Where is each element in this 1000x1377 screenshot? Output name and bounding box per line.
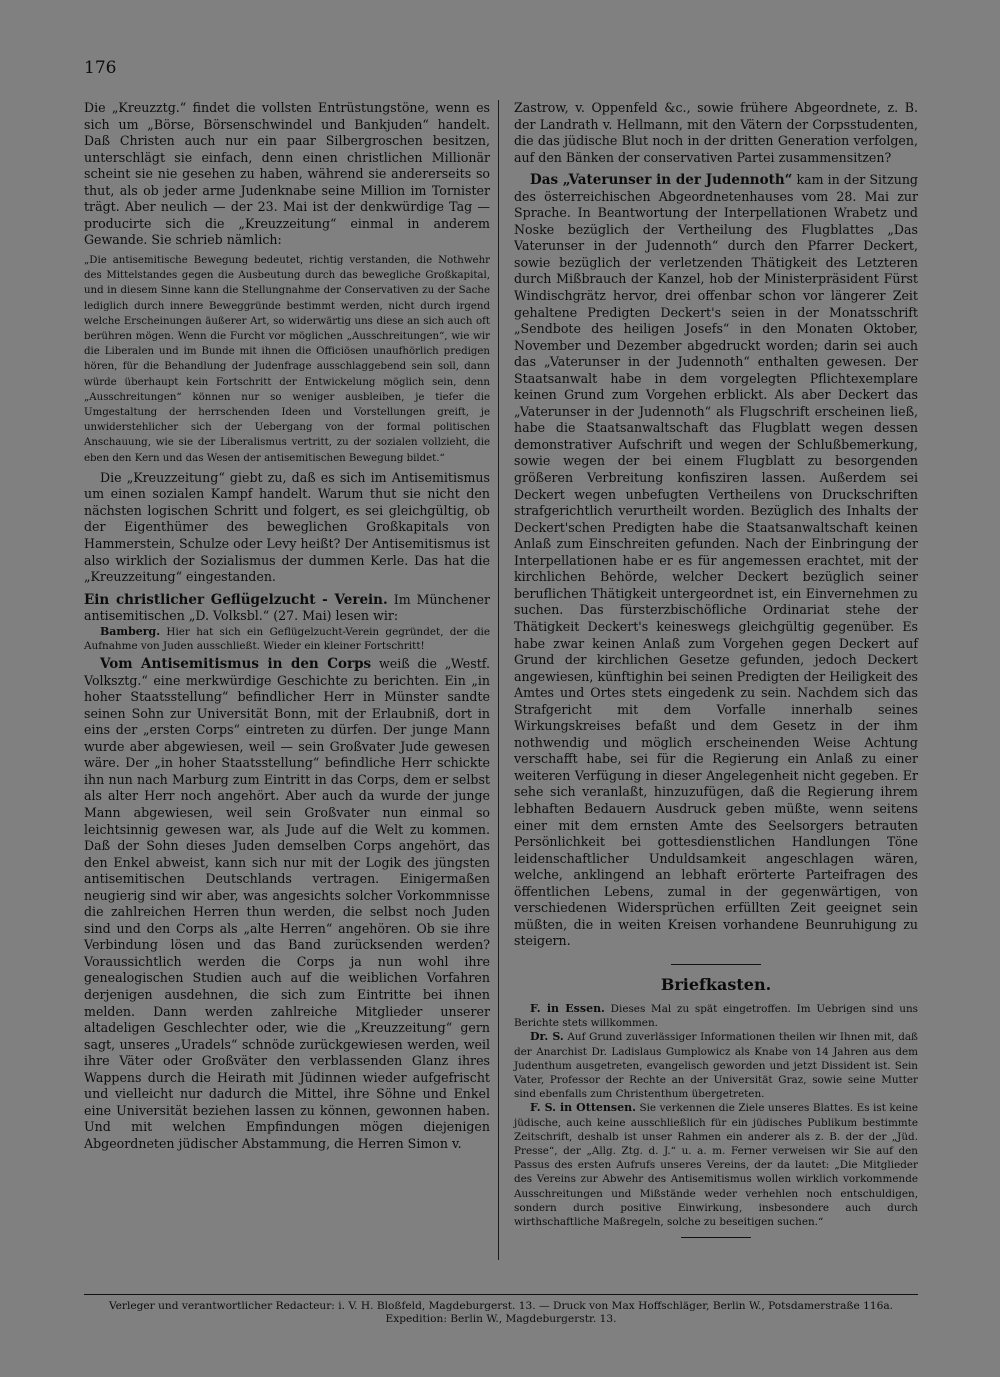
footer-rule (84, 1294, 918, 1295)
end-separator (681, 1237, 751, 1238)
letter-ottensen-label: F. S. in Ottensen. (530, 1101, 636, 1115)
right-column (514, 100, 918, 1238)
quote-kreuzzeitung: „Die antisemitische Bewegung bedeutet, richtig verstanden, die Nothwehr des Mittelstandes gegen die Ausbeutung durch das bewegliche Großkapital, und in diesem Sinne kann die Stellungnahme der Conservativen zu der Sache lediglich durch innere Beweggründe bestimmt werden, nicht durch irgend welche Erscheinungen äußerer Art, so widerwärtig uns diese an sich auch oft berühren mögen. Wenn die Furcht vor möglichen „Ausschreitungen“, wie wir die Liberalen und im Bunde mit ihnen die Officiösen unaufhörlich predigen hören, für die Behandlung der Judenfrage ausschlaggebend sein soll, dann würde überhaupt kein Fortschritt der Entwickelung möglich sein, denn „Ausschreitungen“ können nur so weniger ausbleiben, je tiefer die Umgestaltung der herrschenden Ideen und Vorstellungen greift, je unwiderstehlicher sich der Uebergang von der formal politischen Anschauung, wie sie der Liberalismus vertritt, zu der sozialen vollzieht, die eben den Kern und das Wesen der antisemitischen Bewegung bildet.“ (84, 254, 490, 464)
paragraph-gefluegelzucht (84, 592, 490, 625)
bamberg-text: Hier hat sich ein Geflügelzucht-Verein gegründet, der die Aufnahme von Juden ausschließt. Wieder ein kleiner Fortschritt! (84, 625, 490, 652)
imprint-line-2: Expedition: Berlin W., Magdeburgerstr. 13. (385, 1313, 617, 1325)
letter-ottensen-text: Sie verkennen die Ziele unseres Blattes. Es ist keine jüdische, auch keine ausschließlich für ein jüdisches Publikum bestimmte Zeitschrift, deshalb ist unser Rahmen ein anderer als z. B. der der „Jüd. Presse“, der „Allg. Ztg. d. J.“ u. a. m. Ferner verweisen wir Sie auf den Passus des ersten Aufrufs unseres Vereins, der da lautet: „Die Mitglieder des Vereins zur Abwehr des Antisemitismus wollen wirklich vorkommende Ausschreitungen und Mißstände weder verhehlen noch entschuldigen, sondern durch positive Einwirkung, insbesondere auch durch wirthschaftliche Maßregeln, solche zu beseitigen suchen.“ (514, 1102, 919, 1228)
heading-gefluegelzucht: Ein christlicher Geflügelzucht - Verein. (84, 591, 388, 608)
paragraph-bamberg (84, 625, 490, 653)
gefluegelzucht-intro: Im Münchener antisemitischen „D. Volksbl.“ (27. Mai) lesen wir: (84, 591, 490, 624)
heading-briefkasten: Briefkasten. (660, 974, 772, 994)
left-column (84, 100, 490, 1153)
imprint-line-1: Verleger und verantwortlicher Redacteur: i. V. H. Bloßfeld, Magdeburgerst. 13. — Druck von Max Hoffschläger, Berlin W., Potsdamerstraße 116a. (108, 1300, 894, 1312)
bamberg-label: Bamberg. (100, 624, 161, 638)
letter-essen-label: F. in Essen. (530, 1001, 605, 1015)
letter-ottensen (514, 1101, 918, 1229)
letter-dr-s-label: Dr. S. (530, 1030, 564, 1044)
paragraph-corps (84, 656, 490, 1152)
letter-dr-s (514, 1030, 918, 1101)
page-number: 176 (84, 58, 117, 78)
paragraph-vaterunser (514, 172, 918, 950)
letter-dr-s-text: Auf Grund zuverlässiger Informationen theilen wir Ihnen mit, daß der Anarchist Dr. Ladislaus Gumplowicz als Knabe von 14 Jahren aus dem Judenthum ausgetreten, evangelisch geworden und jetzt Dissident ist. Sein Vater, Professor der Rechte an der Universität Graz, sowie seine Mutter sind ebenfalls zum Christenthum übergetreten. (514, 1031, 918, 1101)
paragraph-kreuzzeitung: Die „Kreuzztg.“ findet die vollsten Entrüstungstöne, wenn es sich um „Börse, Börsenschwindel und Bankjuden“ handelt. Daß Christen auch nur ein paar Silbergroschen besitzen, unterschlägt sie einfach, denn einen christlichen Millionär scheint sie nie gesehen zu haben, während sie andererseits so thut, als ob jeder arme Judenknabe seine Million im Tornister trägt. Aber neulich — der 23. Mai ist der denkwürdige Tag — producirte sich die „Kreuzzeitung“ einmal in anderem Gewande. Sie schrieb nämlich: (84, 100, 490, 248)
corps-text: weiß die „Westf. Volksztg.“ eine merkwürdige Geschichte zu berichten. Ein „in hoher Staatsstellung“ befindlicher Herr in Münster sandte seinen Sohn zur Universität Bonn, mit der Erlaubniß, dort in eins der „ersten Corps“ eintreten zu dürfen. Der junge Mann wurde aber abgewiesen, weil — sein Großvater Jude gewesen wäre. Der „in hoher Staatsstellung“ befindliche Herr schickte ihn nun nach Marburg zum Eintritt in das Corps, dem er selbst als alter Herr noch angehört. Aber auch da wurde der junge Mann abgewiesen, weil sein Großvater nun einmal so leichtsinnig gewesen war, als Jude auf die Welt zu kommen. Daß der Sohn dieses Juden demselben Corps angehört, das den Enkel abweist, kann sich nur mit der Logik des jüngsten antisemitischen Deutschlands vertragen. Einigermaßen neugierig sind wir aber, was angesichts solcher Vorkommnisse die zahlreichen Herren thun werden, die selbst noch Juden sind und den Corps als „alte Herren“ angehören. Ob sie ihre Verbindung lösen und das Band zurücksenden werden? Voraussichtlich werden die Corps ja nun wohl ihre genealogischen Studien auch auf die weiblichen Vorfahren derjenigen ausdehnen, die sich zum Eintritte bei ihnen melden. Dann werden zahlreiche Mitglieder unserer altadeligen Geschlechter oder, wie die „Kreuzzeitung“ gern sagt, unseres „Uradels“ schnöde zurückgewiesen werden, weil ihre Väter oder Großväter den verblassenden Glanz ihres Wappens durch die Heirath mit Jüdinnen wieder aufgefrischt und vielleicht nur dadurch die Mittel, ihre Söhne und Enkel eine Universität beziehen lassen zu können, gewonnen haben. Und mit welchen Empfindungen mögen diejenigen Abgeordneten jüdischer Abstammung, die Herren Simon v. (84, 656, 491, 1151)
separator (671, 964, 761, 965)
letter-essen-text: Dieses Mal zu spät eingetroffen. Im Uebrigen sind uns Berichte stets willkommen. (514, 1002, 918, 1030)
heading-vaterunser: Das „Vaterunser in der Judennoth“ (530, 172, 793, 189)
heading-corps: Vom Antisemitismus in den Corps (100, 656, 372, 673)
column-rule (498, 100, 499, 1260)
imprint (84, 1300, 918, 1326)
paragraph-sozialismus: Die „Kreuzzeitung“ giebt zu, daß es sich im Antisemitismus um einen sozialen Kampf handelt. Warum thut sie nicht den nächsten logischen Schritt und folgert, es sei gleichgültig, ob der Eigenthümer des beweglichen Großkapitals von Hammerstein, Schulze oder Levy heißt? Der Antisemitismus ist also wirklich der Sozialismus der dummen Kerle. Das hat die „Kreuzzeitung“ eingestanden. (84, 469, 490, 585)
paragraph-zastrow: Zastrow, v. Oppenfeld &c., sowie frühere Abgeordnete, z. B. der Landrath v. Hellmann, mit den Vätern der Corpsstudenten, die das jüdische Blut noch in der dritten Generation verfolgen, auf den Bänken der conservativen Partei zusammensitzen? (514, 100, 918, 165)
vaterunser-text: kam in der Sitzung des österreichischen Abgeordnetenhauses vom 28. Mai zur Sprache. In Beantwortung der Interpellationen Wrabetz und Noske bezüglich der Vertheilung des Flugblattes „Das Vaterunser in der Judennoth“ durch den Pfarrer Deckert, sowie bezüglich der verletzenden Thätigkeit des Letzteren durch Mißbrauch der Kanzel, hob der Ministerpräsident Fürst Windischgrätz hervor, drei offenbar schon vor längerer Zeit gehaltene Predigten Deckert's seien in der Monatsschrift „Sendbote des heiligen Josefs“ in den Monaten Oktober, November und Dezember abgedruckt worden; darin sei auch das „Vaterunser in der Judennoth“ enthalten gewesen. Der Staatsanwalt habe in dem vorgelegten Pflichtexemplare keinen Grund zum Vorgehen erblickt. Als aber Deckert das „Vaterunser in der Judennoth“ als Flugschrift erscheinen ließ, habe die Staatsanwaltschaft das Flugblatt wegen dessen demonstrativer Aufschrift und wegen der Schlußbemerkung, sowie wegen der bei einem Flugblatt zu besorgenden größeren Verbreitung konfisziren lassen. Außerdem sei Deckert wegen unbefugten Vertheilens von Druckschriften strafgerichtlich verurtheilt worden. Bezüglich des Inhalts der Deckert'schen Predigten habe die Staatsanwaltschaft keinen Anlaß zum Einschreiten gefunden. Nach der Einbringung der Interpellationen habe er es für angemessen erachtet, mit der kirchlichen Behörde, welcher Deckert bezüglich seiner beruflichen Thätigkeit untergeordnet ist, ein Einvernehmen zu suchen. Das fürsterzbischöfliche Ordinariat stehe der Thätigkeit Deckert's keineswegs gleichgültig gegenüber. Es habe zwar keinen Anlaß zum Vorgehen gegen Deckert auf Grund der kirchlichen Gesetze gefunden, jedoch Deckert angewiesen, künftighin bei seinen Predigten der Heiligkeit des Amtes und Ortes stets eingedenk zu sein. Nachdem sich das Strafgericht mit dem Vorfalle innerhalb seines Wirkungskreises befaßt und dem Gesetz in der ihm nothwendig und möglich erscheinenden Weise Achtung verschafft habe, sei für die Regierung ein Anlaß zu einer weiteren Verfügung in dieser Angelegenheit nicht gegeben. Er sehe sich veranlaßt, hinzuzufügen, daß die Regierung ihrem lebhaften Bedauern Ausdruck geben müßte, wenn seitens einer mit dem ernsten Amte des Seelsorgers betrauten Persönlichkeit bei gottesdienstlichen Handlungen Töne leidenschaftlicher Unduldsamkeit angeschlagen wären, welche, anklingend an lebhaft erörterte Parteifragen des öffentlichen Lebens, zumal in der gegenwärtigen, von verschiedenen Widersprüchen erfüllten Zeit geeignet sein müßten, die in weiten Kreisen vorhandene Beunruhigung zu steigern. (514, 172, 918, 949)
letter-essen (514, 1002, 918, 1030)
